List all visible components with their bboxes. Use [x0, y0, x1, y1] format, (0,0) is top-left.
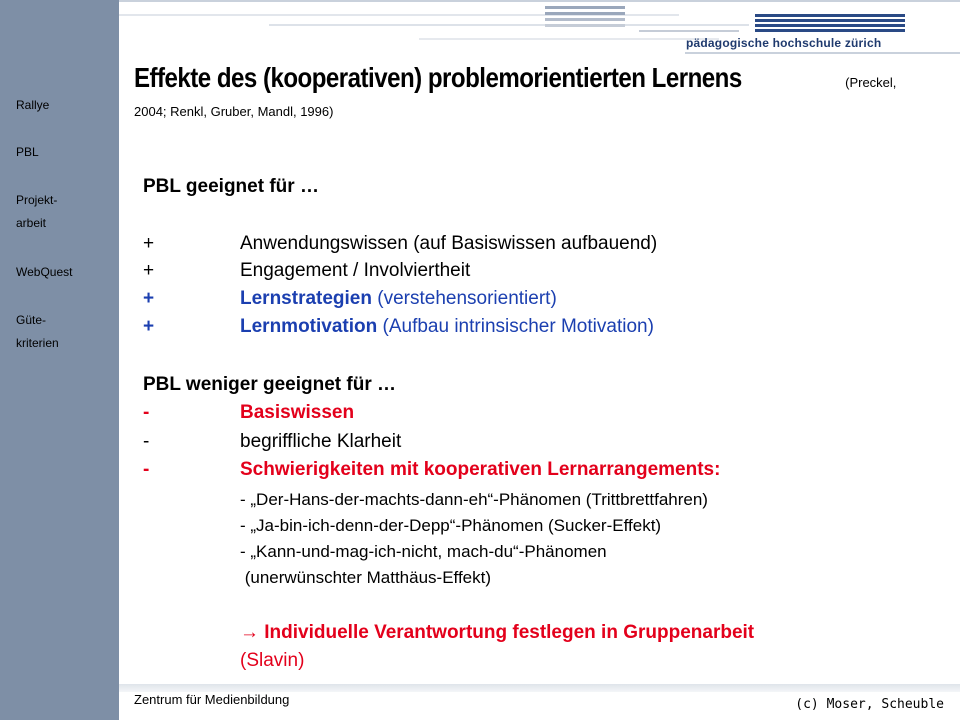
item-bold: Lernmotivation: [240, 316, 378, 337]
arrow-right-icon: →: [240, 622, 259, 643]
item-text: (Aufbau intrinsischer Motivation): [377, 316, 654, 337]
page-title: [134, 62, 934, 119]
sub-list-item: - „Der-Hans-der-machts-dann-eh“-Phänomen (Trittbrettfahren): [240, 490, 708, 509]
title-citation: (Preckel,: [845, 75, 897, 90]
bullet-plus: +: [143, 233, 155, 254]
bullet-minus: -: [143, 402, 150, 423]
item-text: Anwendungswissen (auf Basiswissen aufbauend): [240, 233, 658, 254]
footer-divider: [119, 684, 960, 692]
header-stripes-graphic: [119, 0, 960, 60]
title-main: Effekte des (kooperativen) problemorientierten Lernens: [134, 62, 742, 93]
bullet-minus: -: [143, 431, 150, 452]
item-text: Schwierigkeiten mit kooperativen Lernarrangements:: [240, 459, 721, 480]
sidebar-item-webquest[interactable]: [16, 261, 72, 284]
conclusion-text: Individuelle Verantwortung festlegen in Gruppenarbeit: [259, 622, 755, 643]
sidebar-item-label: WebQuest: [16, 265, 73, 279]
item-text: Engagement / Involviertheit: [240, 260, 471, 281]
item-text: begriffliche Klarheit: [240, 431, 402, 452]
bullet-plus: +: [143, 316, 155, 337]
sidebar-item-guetekriterien[interactable]: [16, 309, 59, 355]
item-text: Basiswissen: [240, 402, 355, 423]
heading-less-suitable-for: PBL weniger geeignet für …: [143, 374, 397, 395]
sidebar-item-pbl[interactable]: [16, 141, 39, 164]
item-text: (verstehensorientiert): [371, 288, 557, 309]
sidebar: [0, 0, 119, 720]
sub-list-item: - „Ja-bin-ich-denn-der-Depp“-Phänomen (Sucker-Effekt): [240, 516, 662, 535]
sub-list-item: - „Kann-und-mag-ich-nicht, mach-du“-Phänomen: [240, 542, 607, 561]
heading-suitable-for: PBL geeignet für …: [143, 176, 319, 197]
sidebar-item-label: Projekt-: [16, 193, 58, 207]
bullet-plus: +: [143, 260, 155, 281]
sidebar-item-label: Rallye: [16, 98, 50, 112]
sidebar-item-label: arbeit: [16, 216, 47, 230]
conclusion-citation: (Slavin): [240, 650, 305, 671]
footer-organization: Zentrum für Medienbildung: [134, 692, 290, 707]
sidebar-item-label: Güte-: [16, 313, 47, 327]
sidebar-item-label: kriterien: [16, 336, 59, 350]
sidebar-item-projektarbeit[interactable]: [16, 189, 57, 235]
item-bold: Lernstrategien: [240, 288, 372, 309]
sidebar-item-label: PBL: [16, 145, 39, 159]
sub-list-item: (unerwünschter Matthäus-Effekt): [240, 568, 492, 587]
institution-logo: pädagogische hochschule zürich: [686, 36, 882, 50]
footer-copyright: (c) Moser, Scheuble: [795, 697, 944, 712]
sidebar-item-rallye[interactable]: [16, 94, 49, 117]
title-citation-continued: 2004; Renkl, Gruber, Mandl, 1996): [134, 104, 334, 119]
bullet-plus: +: [143, 288, 155, 309]
conclusion: [240, 622, 754, 644]
bullet-minus: -: [143, 459, 150, 480]
